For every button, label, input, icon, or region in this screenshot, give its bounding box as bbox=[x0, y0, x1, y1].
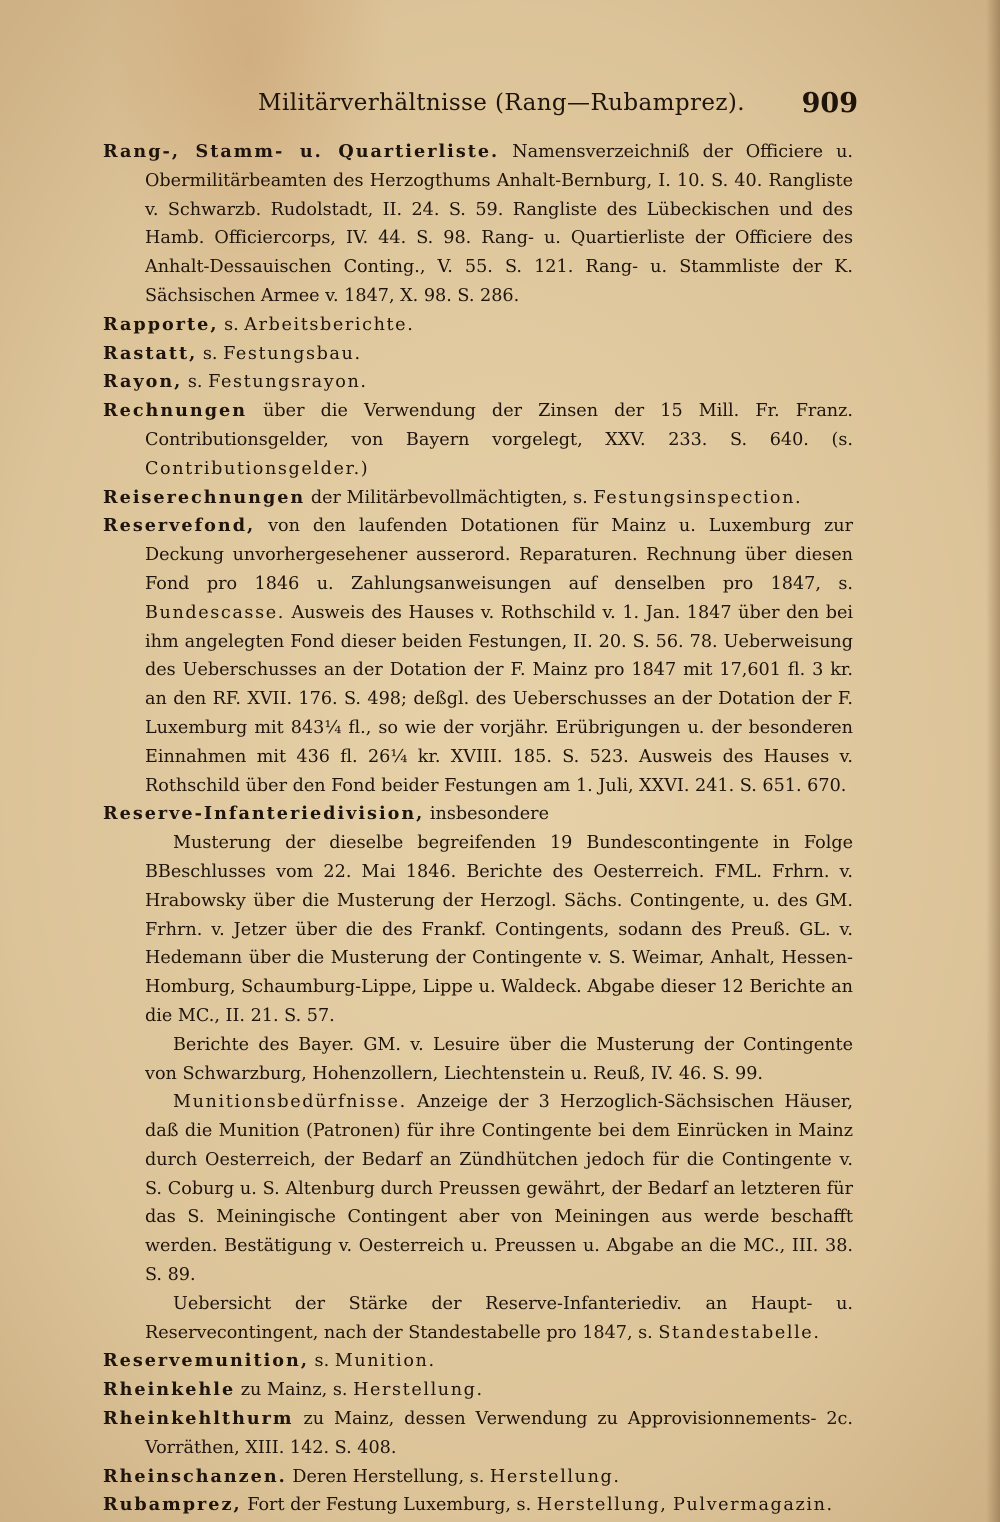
entry-headword: Rheinschanzen. bbox=[103, 1465, 287, 1487]
entry-text: s. bbox=[218, 314, 245, 335]
paragraph-text: Musterung der dieselbe begreifenden 19 Bundescontingente in Folge BBeschlusses vom 22. Mai 1846. Berichte des Oesterreich. FML. Frhrn. v. Hrabowsky über die Musterung der Herzogl. Sächs. Contingente, u. des GM. Frhrn. v. Jetzer über die des Frankf. Contingents, sodann des Preuß. GL. v. Hedemann über die Musterung der Contingente v. S. Weimar, Anhalt, Hessen-Homburg, Schaumburg-Lippe, Lippe u. Waldeck. Abgabe dieser 12 Berichte an die MC., II. 21. S. 57. bbox=[145, 833, 853, 1026]
paragraph-cross-reference: Standestabelle. bbox=[658, 1322, 821, 1343]
index-entry bbox=[103, 1405, 853, 1463]
entry-headword: Reservefond, bbox=[103, 515, 256, 537]
running-header bbox=[258, 90, 858, 124]
entry-headword: Rheinkehlthurm bbox=[103, 1408, 294, 1430]
header-title: Militärverhältnisse (Rang—Rubamprez). bbox=[258, 90, 745, 116]
sub-paragraph bbox=[103, 829, 853, 1031]
page-number: 909 bbox=[801, 88, 858, 119]
entry-text-tail: Ausweis des Hauses v. Rothschild v. 1. Jan. 1847 über den bei ihm angelegten Fond dieser beiden Festungen, II. 20. S. 56. 78. Ueberweisung des Ueberschusses an der Dotation der F. Mainz pro 1847 mit 17,601 fl. 3 kr. an den RF. XVII. 176. S. 498; deßgl. des Ueberschusses an der Dotation der F. Luxemburg mit 843¼ fl., so wie der vorjähr. Erübrigungen u. der besonderen Einnahmen mit 436 fl. 26¼ kr. XVIII. 185. S. 523. Ausweis des Hauses v. Rothschild über den Fond beider Festungen am 1. Juli, XXVI. 241. S. 651. 670. bbox=[145, 602, 853, 796]
entry-headword: Rastatt, bbox=[103, 342, 198, 364]
entry-text: Namensverzeichniß der Officiere u. Obermilitärbeamten des Herzogthums Anhalt-Bernburg, I. 10. S. 40. Rangliste v. Schwarzb. Rudolstadt, II. 24. S. 59. Rangliste des Lübeckischen und des Hamb. Officiercorps, IV. 44. S. 98. Rang- u. Quartierliste der Officiere des Anhalt-Dessauischen Conting., V. 55. S. 121. Rang- u. Stammliste der K. Sächsischen Armee v. 1847, X. 98. S. 286. bbox=[145, 142, 853, 306]
sub-paragraph bbox=[103, 1088, 853, 1290]
index-entry bbox=[103, 311, 853, 340]
entry-text: zu Mainz, s. bbox=[235, 1380, 354, 1401]
entry-text: zu Mainz, dessen Verwendung zu Approvisionnements- 2c. Vorräthen, XIII. 142. S. 408. bbox=[145, 1409, 853, 1458]
index-entry bbox=[103, 1463, 853, 1492]
index-entry bbox=[103, 138, 853, 311]
entry-cross-reference: Munition. bbox=[334, 1351, 436, 1372]
paragraph-text: Uebersicht der Stärke der Reserve-Infanteriediv. an Haupt- u. Reservecontingent, nach der Standestabelle pro 1847, s. bbox=[145, 1293, 853, 1343]
index-entry bbox=[103, 1376, 853, 1405]
entry-cross-reference: Arbeitsberichte. bbox=[244, 314, 415, 335]
entry-text: insbesondere bbox=[424, 804, 549, 825]
entry-text: von den laufenden Dotationen für Mainz u. Luxemburg zur Deckung unvorhergesehener ausserord. Reparaturen. Rechnung über diesen Fond pro 1846 u. Zahlungsanweisungen auf denselben pro 1847, s. bbox=[145, 516, 853, 594]
paragraph-text: Berichte des Bayer. GM. v. Lesuire über die Musterung der Contingente von Schwarzburg, Hohenzollern, Liechtenstein u. Reuß, IV. 46. S. 99. bbox=[145, 1034, 853, 1084]
paragraph-text: Anzeige der 3 Herzoglich-Sächsischen Häuser, daß die Munition (Patronen) für ihre Contingente bei dem Einrücken in Mainz durch Oesterreich, der Bedarf an Zündhütchen jedoch für die Contingente v. S. Coburg u. S. Altenburg durch Preussen gewährt, der Bedarf an letzteren für das S. Meiningische Contingent aber von Meiningen aus werde beschafft werden. Bestätigung v. Oesterreich u. Preussen u. Abgabe an die MC., III. 38. S. 89. bbox=[145, 1092, 853, 1286]
page-edge-shadow bbox=[986, 0, 1000, 1522]
entry-cross-reference: Pulvermagazin. bbox=[673, 1495, 834, 1516]
index-entry bbox=[103, 368, 853, 397]
sub-paragraph bbox=[103, 1031, 853, 1089]
paragraph-keyword: Munitionsbedürfnisse. bbox=[173, 1092, 407, 1113]
entry-headword: Rang-, Stamm- u. Quartierliste. bbox=[103, 141, 500, 162]
index-entry bbox=[103, 512, 853, 800]
entry-headword: Reiserechnungen bbox=[103, 486, 306, 508]
entry-cross-reference: Herstellung. bbox=[489, 1466, 621, 1487]
entry-text: Deren Herstellung, s. bbox=[286, 1466, 490, 1487]
entry-headword: Rubamprez, bbox=[103, 1494, 242, 1516]
entry-headword: Rapporte, bbox=[103, 313, 219, 335]
entry-cross-reference: Contributionsgelder. bbox=[145, 458, 361, 479]
entry-headword: Rechnungen bbox=[103, 400, 247, 422]
index-entry bbox=[103, 800, 853, 829]
index-entry bbox=[103, 484, 853, 513]
entry-text: s. bbox=[182, 372, 209, 393]
entry-text: der Militärbevollmächtigten, s. bbox=[305, 487, 594, 508]
entry-headword: Rayon, bbox=[103, 371, 183, 393]
entry-cross-reference: Festungsinspection. bbox=[593, 487, 803, 508]
index-entry bbox=[103, 340, 853, 369]
entry-text: s. bbox=[197, 343, 224, 364]
entry-headword: Rheinkehle bbox=[103, 1379, 236, 1401]
index-entry bbox=[103, 1491, 853, 1520]
entry-text: s. bbox=[308, 1351, 335, 1372]
entry-headword: Reserve-Infanteriedivision, bbox=[103, 803, 425, 825]
index-entry bbox=[103, 1347, 853, 1376]
index-body bbox=[103, 138, 853, 1520]
entry-text-tail: ) bbox=[360, 458, 368, 479]
entry-headword: Reservemunition, bbox=[103, 1350, 309, 1372]
entry-cross-reference: Bundescasse. bbox=[145, 602, 285, 623]
index-entry bbox=[103, 397, 853, 483]
entry-text: Fort der Festung Luxemburg, s. bbox=[241, 1495, 537, 1516]
entry-cross-reference: Festungsrayon. bbox=[208, 372, 368, 393]
entry-cross-reference: Festungsbau. bbox=[223, 343, 362, 364]
entry-text: über die Verwendung der Zinsen der 15 Mill. Fr. Franz. Contributionsgelder, von Bayern vorgelegt, XXV. 233. S. 640. (s. bbox=[145, 401, 853, 450]
entry-cross-reference: Herstellung, bbox=[536, 1495, 668, 1516]
entry-cross-reference: Herstellung. bbox=[353, 1380, 484, 1401]
sub-paragraph bbox=[103, 1290, 853, 1348]
